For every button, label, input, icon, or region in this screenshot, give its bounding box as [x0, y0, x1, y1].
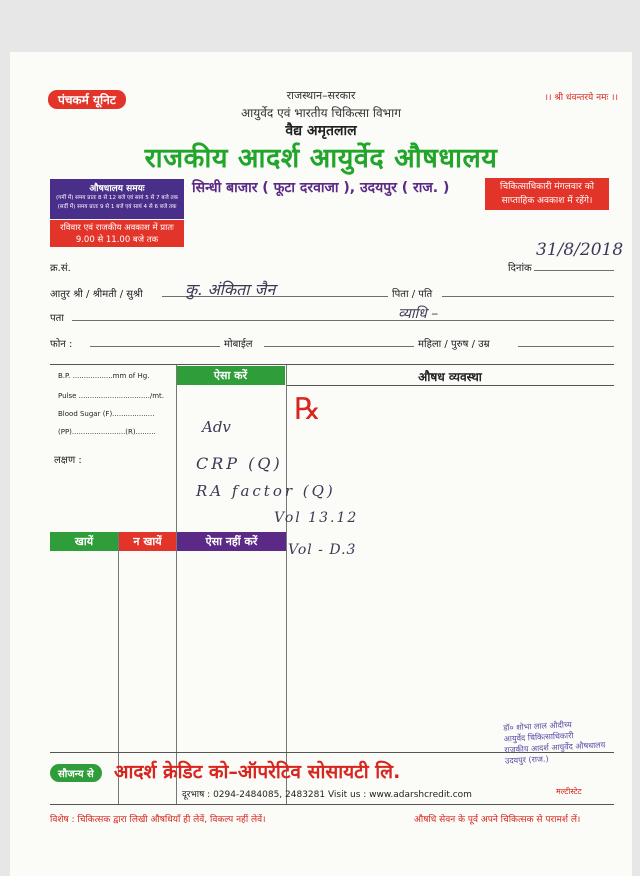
unit-badge: पंचकर्म यूनिट [48, 90, 126, 109]
divider-left [176, 365, 177, 805]
timing-winter: (सर्दी में) समय प्रातः 9 से 1 बजे एवं सायं 4 से 6 बजे तक [57, 204, 177, 210]
note-left: विशेष : चिकित्सक द्वारा लिखी औषधियाँ ही लेवें, विकल्प नहीं लेवें। [50, 815, 266, 825]
prescription-header: औषध व्यवस्था [418, 370, 482, 384]
name-value: कु. अंकिता जैन [185, 280, 276, 299]
advice-text: Adv [202, 418, 231, 436]
doctor-stamp [503, 717, 606, 766]
symptoms-label: लक्षण : [54, 455, 82, 466]
dont-eat-header: न खायें [119, 532, 176, 551]
mobile-label: मोबाईल [224, 339, 253, 350]
stamp-line-4: उदयपुर (राज.) [504, 754, 549, 766]
date-value: 31/8/2018 [536, 240, 624, 260]
disease-value: व्याधि – [398, 306, 439, 322]
sponsor-contact: दूरभाष : 0294-2484085, 2483281 Visit us : www.adarshcredit.com [182, 790, 472, 800]
dispensary-title: राजकीय आदर्श आयुर्वेद औषधालय [144, 143, 498, 174]
stamp-line-1: डॉ० शोभा लाल औदीच्य [502, 720, 572, 733]
bp-field: B.P. ..................mm of Hg. [58, 372, 150, 380]
invocation-text: ।। श्री धंवन्तरये नमः ।। [544, 93, 618, 103]
do-header: ऐसा करें [176, 366, 285, 385]
pulse-field: Pulse ................................/mt. [58, 392, 165, 400]
gender-label: महिला / पुरुष / उम्र [418, 339, 490, 350]
serial-label: क्र.सं. [50, 263, 71, 274]
name-label: आतुर श्री / श्रीमती / सुश्री [50, 289, 143, 300]
sponsor-name: आदर्श क्रेडिट को–ऑपरेटिव सोसायटी लि. [114, 761, 401, 783]
phone-line [90, 346, 220, 347]
mobile-line [264, 346, 414, 347]
stamp-line-2: आयुर्वेद चिकित्साधिकारी [503, 731, 574, 744]
courtesy-badge: सौजन्य से [50, 764, 102, 782]
note-right: औषधि सेवन के पूर्व अपने चिकित्सक से परामर्श लें। [414, 815, 581, 825]
prescription-sheet [10, 52, 632, 876]
blood-sugar-field: Blood Sugar (F)................... [58, 410, 155, 418]
date-label: दिनांक [508, 263, 532, 274]
pp-field: (PP)........................(R)......... [58, 428, 156, 436]
handwritten-vol-2: Vol - D.3 [288, 542, 357, 558]
handwritten-crp: CRP (Q) [196, 454, 283, 473]
address-label: पता [50, 313, 64, 324]
father-line [442, 296, 614, 297]
phone-label: फोन : [50, 339, 73, 350]
divider-right [286, 365, 287, 805]
handwritten-vol-1: Vol 13.12 [274, 510, 359, 526]
prescription-header-line [286, 385, 614, 386]
gender-line [518, 346, 614, 347]
doctor-name: वैद्य अमृतलाल [285, 123, 357, 139]
handwritten-ra-factor: RA factor (Q) [196, 482, 336, 500]
stamp-footer-text: मल्टीस्टेट [556, 787, 582, 796]
address-line [72, 320, 614, 321]
rx-symbol: ℞ [294, 392, 321, 427]
dont-do-header: ऐसा नहीं करें [177, 532, 286, 551]
weekly-off-box: चिकित्साधिकारी मंगलवार को साप्ताहिक अवकाश में रहेंगे। [485, 178, 609, 210]
timing-title: औषधालय समयः [89, 184, 145, 194]
timing-summer: (गर्मी में) समय प्रातः 8 से 12 बजे एवं सायं 5 से 7 बजे तक [55, 195, 179, 201]
stamp-line-3: राजकीय आदर्श आयुर्वेद औषधालय [504, 740, 606, 755]
footer-bottom-line [50, 804, 614, 805]
footer-top-line [50, 752, 614, 753]
department-text: आयुर्वेद एवं भारतीय चिकित्सा विभाग [241, 106, 401, 120]
address-text: सिन्धी बाजार ( फूटा दरवाजा ), उदयपुर ( राज. ) [192, 180, 450, 196]
date-line [534, 270, 614, 271]
father-label: पिता / पति [392, 289, 433, 300]
holiday-note: रविवार एवं राजकीय अवकाश में प्रातः 9.00 से 11.00 बजे तक [50, 220, 184, 247]
govt-text: राजस्थान–सरकार [286, 89, 356, 102]
timing-box [50, 179, 184, 219]
eat-header: खायें [50, 532, 118, 551]
table-top-line [50, 364, 614, 365]
